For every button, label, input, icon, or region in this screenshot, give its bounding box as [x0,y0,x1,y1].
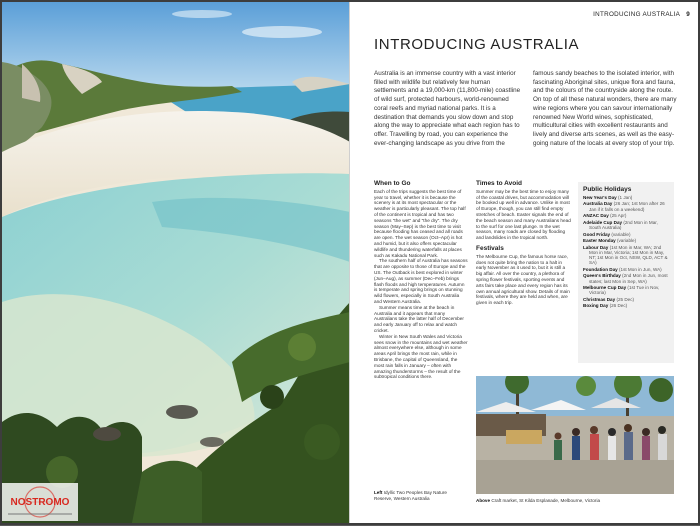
caption-label: Above [476,498,491,503]
holiday-item: Labour Day (1st Mon in Mar, WA; 2nd Mon in Mar, Victoria; 1st Mon in May, NT; 1st Mon in Oct, NSW, QLD, ACT & SA) [583,244,668,266]
when-to-go-para-2: The southern half of Australia has seasons that are opposite to those of Europe and the US. The Outback is best explored in winter (Jun–Aug), as summer (Dec–Feb) brings flash floods and high temperatures. Autumn is temperate and spring brings on stunning wild flowers, especially in South Australia and Western Australia. [374,258,468,304]
running-header [593,11,690,18]
when-to-go-heading: When to Go [374,180,411,187]
page-number: 9 [686,11,690,18]
text-page [350,2,698,523]
craft-market-photo [476,376,674,494]
page-title: INTRODUCING AUSTRALIA [374,36,580,53]
holiday-item: Christmas Day (25 Dec) [583,296,635,302]
beach-photo [2,2,350,523]
holiday-item: Foundation Day (1st Mon in Jun, WA) [583,266,662,272]
intro-text: Australia is an immense country with a vast interior filled with wildlife but relatively few human settlements and a 19,000-km (11,800-mile) coastline of wild surf, protected harbours, world-renowned coral reefs and myriad national parks. It is a destination that demands you slow down and stop along the way to appreciate what each region has to offer. Travelling by road, you can experience the ever-changing landscape as you drive from the famous sandy beaches to the isolated interior, with fascinating Aboriginal sites, unique flora and fauna, and the colours of the countryside along the route. On top of all these natural wonders, there are many wine regions where you can savour internationally renowned New World wines, sophisticated, multicultural cities with excellent restaurants and lively and diverse arts scenes, as well as the easy-going nature of the locals at every stop of your trip. [374,70,677,147]
nostromo-logo-graphic [2,483,78,521]
holiday-item: New Year's Day (1 Jan) [583,195,633,200]
caption-label: Left [374,490,383,495]
when-to-go-para-4: Winter in New South Wales and Victoria sees snow in the mountains and wet weather almost everywhere else, although in some areas April brings the most rain, while in Brisbane, the capital of Queensland, the most rain falls in January – often with amazing thunderstorms – the result of the subtropical conditions there. [374,333,468,380]
caption-text: Idyllic Two Peoples Bay Nature Reserve, Western Australia [374,490,447,501]
holiday-item: Easter Monday (variable) [583,238,637,244]
times-to-avoid-section [476,181,572,306]
holiday-item: Melbourne Cup Day (1st Tue in Nov, Victoria) [583,285,660,296]
holiday-item: Boxing Day (26 Dec) [583,303,628,309]
beach-photo-illustration [2,2,350,523]
holiday-item: ANZAC Day (25 Apr) [583,213,627,219]
when-to-go-para-1: Each of the trips suggests the best time of year to travel, whether it is because the scenery is at its most spectacular or the weather is particularly pleasant. The top half of the continent is tropical and has two seasons "the wet" and "the dry". The dry season (May–Sep) is the best time to visit because flooding has ceased and all roads are open. The wet season (Oct–Apr) is hot and humid, but it also offers spectacular wildlife and thundering waterfalls at places such as Kakadu National Park. [374,188,466,258]
public-holidays-heading: Public Holidays [583,186,632,193]
holiday-item: Good Friday (variable) [583,231,631,237]
beach-caption [374,490,464,501]
when-to-go-para-3: Summer means time at the beach in Australia and it appears that many Australians take the latter half of December and early January off to relax and watch cricket. [374,304,464,333]
when-to-go-section [374,181,468,380]
craft-market-illustration [476,376,674,494]
times-to-avoid-heading: Times to Avoid [476,180,522,187]
running-header-title: INTRODUCING AUSTRALIA [593,11,681,18]
logo-text: NOSTROMO [10,497,70,508]
festivals-heading: Festivals [476,244,504,252]
craft-market-caption [476,498,674,504]
nostromo-logo [2,483,78,521]
public-holidays-box [578,182,674,363]
holiday-item: Australia Day (26 Jan; 1st Mon after 26 Jan if it falls on a weekend) [583,201,665,212]
times-to-avoid-para: Summer may be the best time to enjoy many of the coastal drives, but accommodation will be booked up well in advance. Unlike in most of Europe, though, you can still find empty stretches of beach. Easter signals the end of the beach season and many Australians head to the surf for one last plunge. In the wet season, many roads are closed by flooding and landslides in the tropical north. [476,188,571,241]
holiday-item: Queen's Birthday (2nd Mon in Jun, most states; last Mon in Sep, WA) [583,273,668,284]
holiday-item: Adelaide Cup Day (2nd Mon in Mar, South Australia) [583,219,658,231]
caption-text: Craft market, St Kilda Esplanade, Melbourne, Victoria [491,498,601,503]
festivals-para: The Melbourne Cup, the famous horse race, does not quite bring the nation to a halt in early November as it used to, but it is still a big affair. All over the country, a plethora of spring flower festivals, sporting events and arts fairs take place and every region has its own annual agricultural show. Details of main festivals, where they are held and when, are given in each trip. [476,253,570,306]
